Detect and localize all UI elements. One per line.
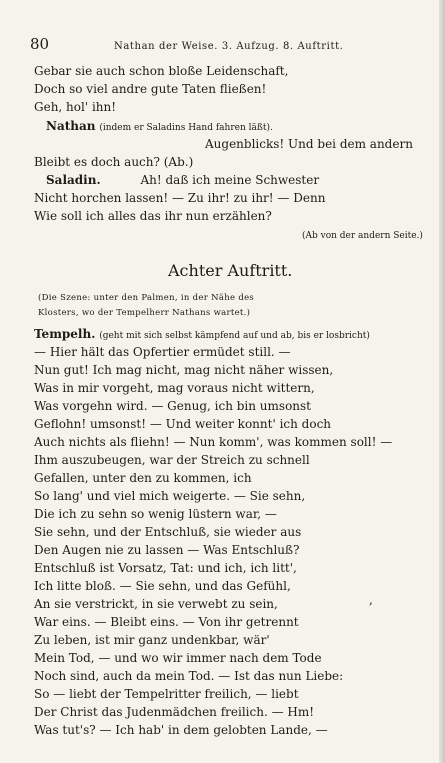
text-line: Geh, hol' ihn! — [34, 100, 117, 114]
verse-line: So — liebt der Tempelritter freilich, — liebt — [34, 687, 299, 701]
speaker-name: Tempelh. — [34, 327, 96, 341]
running-title: Nathan der Weise. 3. Aufzug. 8. Auftritt. — [114, 41, 344, 52]
scene-direction-line: (Die Szene: unter den Palmen, in der Nähe des — [38, 293, 255, 303]
verse-line: Der Christ das Judenmädchen freilich. — Hm! — [34, 705, 315, 719]
text-line: Augenblicks! Und bei dem andern — [205, 137, 413, 151]
verse-line: Sie sehn, und der Entschluß, sie wieder aus — [34, 525, 302, 539]
page-edge-shadow — [439, 0, 445, 763]
verse-line: Gefallen, unter den zu kommen, ich — [34, 471, 252, 485]
verse-line: War eins. — Bleibt eins. — Von ihr getrennt — [34, 615, 299, 629]
verse-line: Zu leben, ist mir ganz undenkbar, wär' — [34, 633, 270, 647]
verse-line: Was vorgehn wird. — Genug, ich bin umsonst — [34, 399, 312, 413]
speaker-line-saladin — [46, 173, 319, 187]
verse-line: Nun gut! Ich mag nicht, mag nicht näher wissen, — [34, 363, 334, 377]
page-number: 80 — [30, 35, 50, 53]
verse-line: Ihm auszubeugen, war der Streich zu schnell — [34, 453, 310, 467]
verse-line: Was tut's? — Ich hab' in dem gelobten Lande, — — [34, 723, 328, 737]
speaker-line-tempelherr — [34, 327, 370, 343]
verse-line: Geflohn! umsonst! — Und weiter konnt' ich doch — [34, 417, 332, 431]
verse-line: Was in mir vorgeht, mag voraus nicht wittern, — [34, 381, 315, 395]
stage-exit: (Ab von der andern Seite.) — [302, 231, 423, 241]
verse-line: Den Augen nie zu lassen — Was Entschluß? — [34, 543, 300, 557]
speaker-name: Nathan — [46, 119, 96, 133]
verse-line: — Hier hält das Opfertier ermüdet still. — — [34, 345, 291, 359]
text-line: Nicht horchen lassen! — Zu ihr! zu ihr! — Denn — [34, 191, 326, 205]
margin-mark: , — [369, 593, 373, 607]
dialogue-text: Ah! daß ich meine Schwester — [140, 173, 320, 187]
verse-line: An sie verstrickt, in sie verwebt zu sein, — [34, 597, 278, 611]
text-line: Wie soll ich alles das ihr nun erzählen? — [34, 209, 272, 223]
verse-line: Auch nichts als fliehn! — Nun komm', was kommen soll! — — [34, 435, 393, 449]
verse-line: Entschluß ist Vorsatz, Tat: und ich, ich litt', — [34, 561, 297, 575]
verse-line: Die ich zu sehn so wenig lüstern war, — — [34, 507, 277, 521]
verse-line: Mein Tod, — und wo wir immer nach dem Tode — [34, 651, 322, 665]
section-title: Achter Auftritt. — [168, 261, 293, 280]
text-line: Bleibt es doch auch? (Ab.) — [34, 155, 194, 169]
verse-line: So lang' und viel mich weigerte. — Sie sehn, — [34, 489, 306, 503]
speaker-line-nathan — [46, 119, 273, 135]
text-line: Doch so viel andre gute Taten fließen! — [34, 82, 267, 96]
speaker-name: Saladin. — [46, 173, 101, 187]
verse-line: Ich litte bloß. — Sie sehn, und das Gefühl, — [34, 579, 291, 593]
text-line: Gebar sie auch schon bloße Leidenschaft, — [34, 64, 289, 78]
verse-line: Noch sind, auch da mein Tod. — Ist das nun Liebe: — [34, 669, 344, 683]
stage-direction: (indem er Saladins Hand fahren läßt). — [99, 123, 273, 133]
stage-direction: (geht mit sich selbst kämpfend auf und ab, bis er losbricht) — [99, 331, 370, 341]
scene-direction-line: Klosters, wo der Tempelherr Nathans wartet.) — [38, 308, 251, 318]
